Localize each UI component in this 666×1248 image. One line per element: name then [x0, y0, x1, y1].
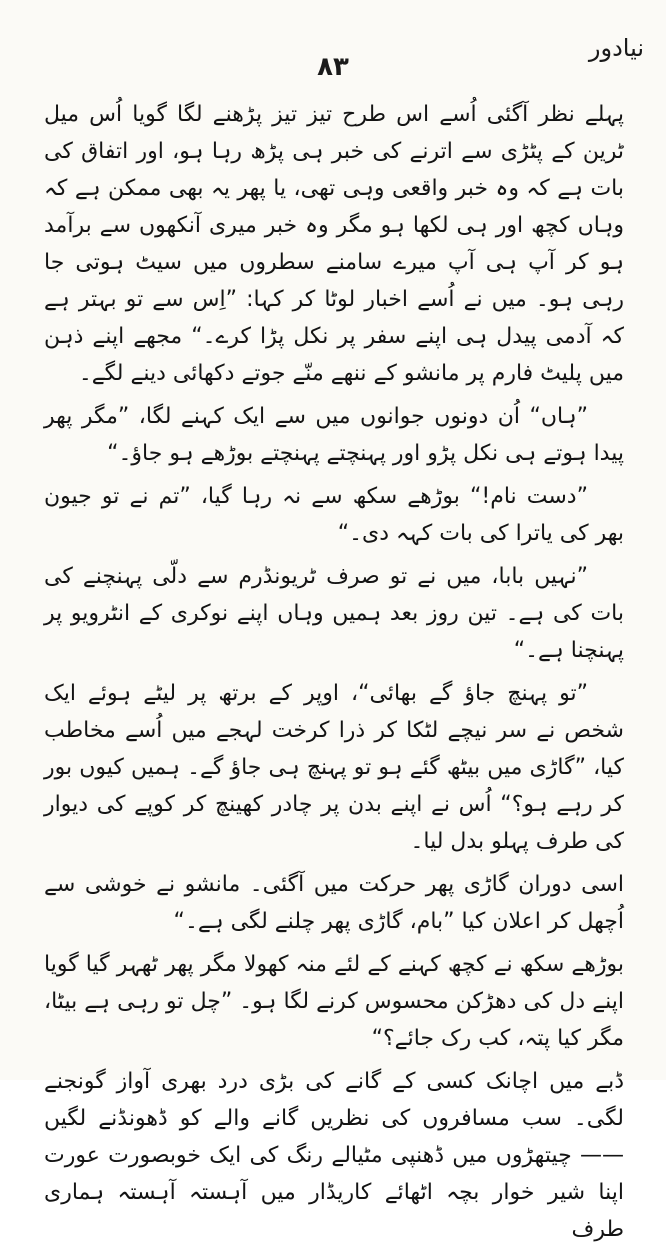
paragraph: ”تو پہنچ جاؤ گے بھائی“، اوپر کے برتھ پر لیٹے ہوئے ایک شخص نے سر نیچے لٹکا کر ذرا کرخت لہجے میں اُسے مخاطب کیا، ”گاڑی میں بیٹھ گئے ہو تو پہنچ ہی جاؤ گے۔ ہمیں کیوں بور کر رہے ہو؟“ اُس نے اپنے بدن پر چادر کھینچ کر کوپے کی دیوار کی طرف پہلو بدل لیا۔: [44, 681, 624, 854]
paragraph: پہلے نظر آگئی اُسے اس طرح تیز تیز پڑھنے لگا گویا اُس میل ٹرین کے پٹڑی سے اترنے کی خبر ہی پڑھ رہا ہو، اور اتفاق کی بات ہے کہ وہ خبر واقعی وہی تھی، یا پھر یہ بھی ممکن ہے کہ وہاں کچھ اور ہی لکھا ہو مگر وہ خبر میری آنکھوں سے برآمد ہو کر آپ ہی آپ میرے سامنے سطروں میں سیٹ ہوتی جا رہی ہو۔ میں نے اُسے اخبار لوٹا کر کہا: ”اِس سے تو بہتر ہے کہ آدمی پیدل ہی اپنے سفر پر نکل پڑا کرے۔“ مجھے اپنے ذہن میں پلیٹ فارم پر مانشو کے ننھے منّے جوتے دکھائی دینے لگے۔: [44, 102, 624, 386]
paragraph: ”ہاں“ اُن دونوں جوانوں میں سے ایک کہنے لگا، ”مگر پھر پیدا ہوتے ہی نکل پڑو اور پہنچتے پہنچتے بوڑھے ہو جاؤ۔“: [44, 404, 624, 466]
page-header: [0, 0, 666, 92]
page-number: ۸۳: [317, 52, 349, 82]
page-body-text: [44, 96, 624, 1242]
paragraph: ”نہیں بابا، میں نے تو صرف ٹریونڈرم سے دلّی پہنچنے کی بات کی ہے۔ تین روز بعد ہمیں وہاں اپنے نوکری کے انٹرویو پر پہنچنا ہے۔“: [44, 564, 624, 663]
journal-title: نیادور: [588, 34, 644, 62]
paragraph: ”دست نام!“ بوڑھے سکھ سے نہ رہا گیا، ”تم نے تو جیون بھر کی یاترا کی بات کہہ دی۔“: [44, 484, 624, 546]
paragraph: ڈبے میں اچانک کسی کے گانے کی بڑی درد بھری آواز گونجنے لگی۔ سب مسافروں کی نظریں گانے والے کو ڈھونڈنے لگیں —— چیتھڑوں میں ڈھنپی مٹیالے رنگ کی ایک خوبصورت عورت اپنا شیر خوار بچہ اٹھائے کاریڈار میں آہستہ آہستہ ہماری طرف: [44, 1069, 624, 1242]
paragraph: بوڑھے سکھ نے کچھ کہنے کے لئے منہ کھولا مگر پھر ٹھہر گیا گویا اپنے دل کی دھڑکن محسوس کرنے لگا ہو۔ ”چل تو رہی ہے بیٹا، مگر کیا پتہ، کب رک جائے؟“: [44, 952, 624, 1051]
paragraph: اسی دوران گاڑی پھر حرکت میں آگئی۔ مانشو نے خوشی سے اُچھل کر اعلان کیا ”بام، گاڑی پھر چلنے لگی ہے۔“: [44, 872, 624, 934]
